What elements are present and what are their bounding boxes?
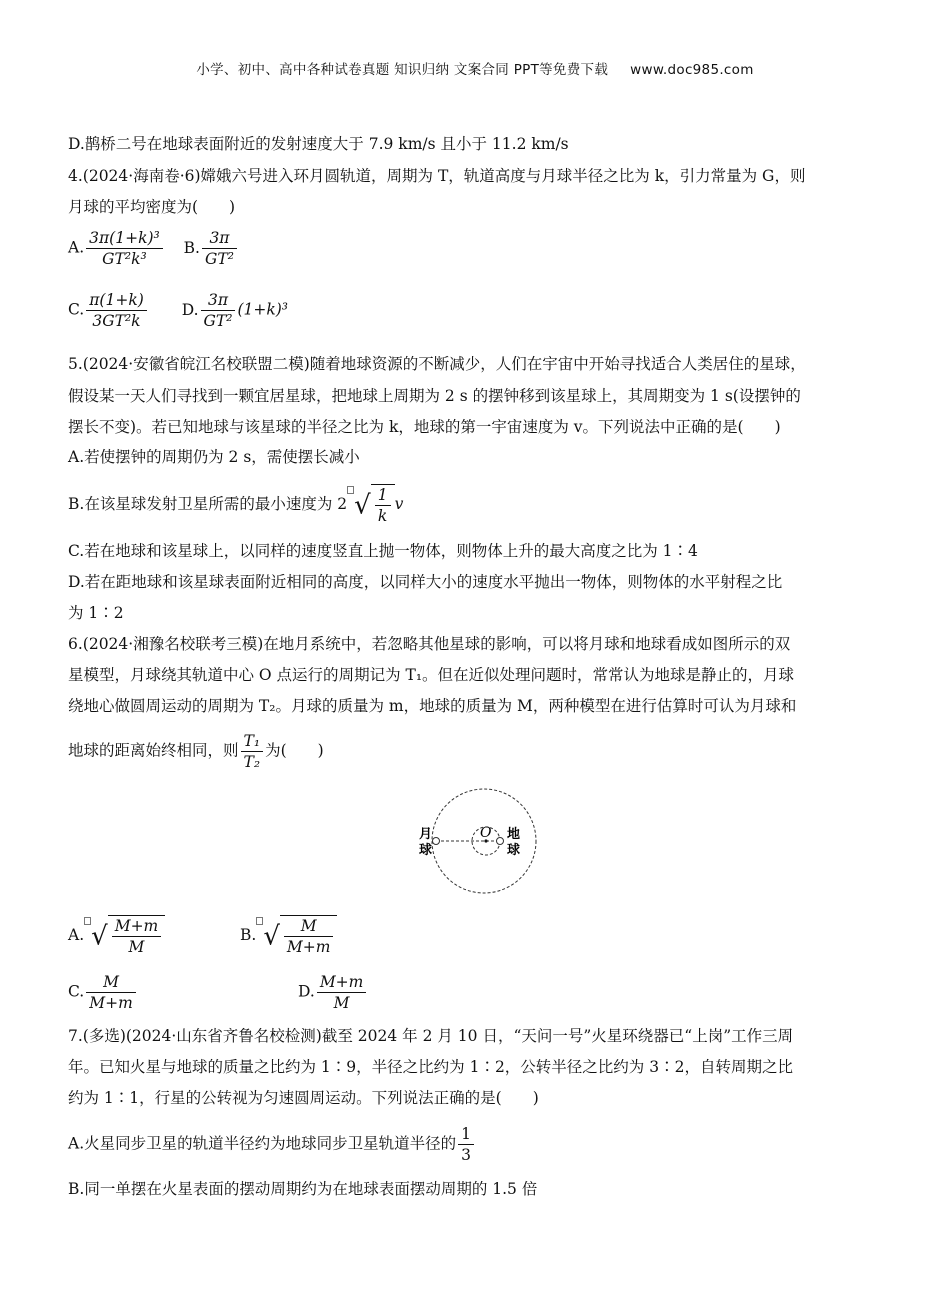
q4-a-label: A. — [68, 238, 85, 257]
earth-dot — [497, 838, 504, 845]
q7-option-b: B.同一单摆在火星表面的摆动周期约为在地球表面摆动周期的 1.5 倍 — [68, 1180, 538, 1198]
q4-a-den: GT²k³ — [102, 250, 147, 268]
q7-stem-line2: 年。已知火星与地球的质量之比约为 1∶9，半径之比约为 1∶2，公转半径之比约为 3∶2，自转周期之比 — [68, 1058, 793, 1076]
q6-line4-post: 为( ) — [265, 741, 324, 760]
q5-b-num: 1 — [375, 485, 391, 506]
label-earth-1: 地 — [507, 827, 521, 842]
q6-c-label: C. — [68, 982, 85, 1001]
q4-options-ab — [68, 228, 239, 269]
header-text: 小学、初中、高中各种试卷真题 知识归纳 文案合同 PPT等免费下载 — [196, 62, 609, 78]
q4-d-tail: (1+k)³ — [237, 300, 289, 319]
q6-ratio — [241, 731, 264, 772]
q6-c-den: M+m — [89, 994, 133, 1012]
q6-b-label: B. — [240, 926, 257, 944]
q6-stem-line2: 星模型，月球绕其轨道中心 O 点运行的周期记为 T₁。但在近似处理问题时，常常认为地球是静止的，月球 — [68, 666, 795, 684]
q7-stem-line3: 约为 1∶1，行星的公转视为匀速圆周运动。下列说法正确的是( ) — [68, 1089, 539, 1107]
q4-b-num: 3π — [202, 228, 237, 249]
q6-b-num: M — [284, 916, 334, 937]
q4-c-fraction — [86, 290, 147, 331]
q7-a-fraction — [458, 1124, 474, 1165]
q7-option-a — [68, 1124, 476, 1165]
q6-stem-line1: 6.(2024·湘豫名校联考三模)在地月系统中，若忽略其他星球的影响，可以将月球和地球看成如图所示的双 — [68, 635, 791, 653]
q4-a-fraction — [86, 228, 163, 269]
q5-option-d-line2: 为 1∶2 — [68, 604, 124, 622]
q6-stem-line4 — [68, 731, 324, 772]
q4-b-label: B. — [183, 238, 200, 257]
q5-stem-line2: 假设某一天人们寻找到一颗宜居星球，把地球上周期为 2 s 的摆钟移到该星球上，其周期变为 1 s(设摆钟的 — [68, 387, 801, 405]
q5-b-radical — [347, 484, 394, 526]
q4-c-den: 3GT²k — [92, 312, 141, 330]
q4-a-num: 3π(1+k)³ — [86, 228, 163, 249]
q6-a-den: M — [128, 938, 145, 956]
q6-stem-line3: 绕地心做圆周运动的周期为 T₂。月球的质量为 m，地球的质量为 M，两种模型在进行估算时可认为月球和 — [68, 697, 797, 715]
q5-option-b — [68, 484, 403, 526]
q4-d-label: D. — [181, 300, 199, 319]
q6-b-den: M+m — [286, 938, 331, 956]
q6-line4-pre: 地球的距离始终相同，则 — [68, 741, 239, 760]
q4-b-fraction — [202, 228, 237, 269]
label-moon-2: 球 — [419, 843, 433, 858]
q6-d-num: M+m — [317, 972, 367, 993]
q5-stem-line1: 5.(2024·安徽省皖江名校联盟二模)随着地球资源的不断减少，人们在宇宙中开始寻找适合人类居住的星球， — [68, 355, 806, 373]
moon-dot — [433, 838, 440, 845]
label-earth-2: 球 — [507, 843, 521, 858]
q5-b-den: k — [377, 507, 388, 525]
q6-ratio-den: T₂ — [243, 753, 261, 771]
q5-stem-line3: 摆长不变)。若已知地球与该星球的半径之比为 k，地球的第一宇宙速度为 v。下列说法中正确的是( ) — [68, 418, 781, 436]
q7-a-num: 1 — [458, 1124, 474, 1145]
q5-b-tail: v — [394, 495, 404, 513]
q6-option-b — [240, 915, 337, 957]
q4-b-den: GT² — [205, 250, 234, 268]
q6-option-a — [68, 915, 165, 957]
q3-option-d: D.鹊桥二号在地球表面附近的发射速度大于 7.9 km/s 且小于 11.2 km/s — [68, 135, 569, 153]
q4-c-num: π(1+k) — [86, 290, 147, 311]
q4-stem-line1: 4.(2024·海南卷·6)嫦娥六号进入环月圆轨道，周期为 T，轨道高度与月球半径之比为 k，引力常量为 G，则 — [68, 167, 806, 185]
q4-options-cd — [68, 290, 288, 331]
sqrt-icon: √ — [91, 921, 108, 952]
q6-a-num: M+m — [112, 916, 162, 937]
q6-d-den: M — [333, 994, 350, 1012]
q4-d-num: 3π — [201, 290, 236, 311]
q6-a-label: A. — [68, 926, 85, 944]
page-header — [0, 58, 950, 78]
q7-stem-line1: 7.(多选)(2024·山东省齐鲁名校检测)截至 2024 年 2 月 10 日，“天问一号”火星环绕器已“上岗”工作三周 — [68, 1027, 794, 1045]
q4-d-den: GT² — [203, 312, 233, 330]
q5-option-d-line1: D.若在距地球和该星球表面附近相同的高度，以同样大小的速度水平抛出一物体，则物体的水平射程之比 — [68, 573, 783, 591]
sqrt-icon: √ — [354, 490, 371, 521]
sqrt-icon: √ — [263, 921, 280, 952]
q5-option-c: C.若在地球和该星球上，以同样的速度竖直上抛一物体，则物体上升的最大高度之比为 1∶4 — [68, 542, 698, 560]
q4-d-fraction — [201, 290, 236, 331]
q4-c-label: C. — [68, 300, 85, 319]
label-moon-1: 月 — [419, 827, 433, 842]
label-center-o: O — [480, 825, 492, 841]
q7-a-den: 3 — [461, 1146, 471, 1164]
q6-option-d — [298, 972, 368, 1013]
q5-b-text: B.在该星球发射卫星所需的最小速度为 2 — [68, 495, 348, 513]
earth-moon-diagram — [408, 786, 544, 896]
header-site: www.doc985.com — [630, 62, 754, 78]
q6-ratio-num: T₁ — [241, 731, 264, 752]
q7-a-text: A.火星同步卫星的轨道半径约为地球同步卫星轨道半径的 — [68, 1134, 457, 1153]
q6-d-label: D. — [298, 982, 315, 1001]
q5-option-a: A.若使摆钟的周期仍为 2 s，需使摆长减小 — [68, 448, 360, 466]
q6-c-num: M — [86, 972, 136, 993]
q6-option-c — [68, 972, 138, 1013]
q4-stem-line2: 月球的平均密度为( ) — [68, 198, 236, 216]
